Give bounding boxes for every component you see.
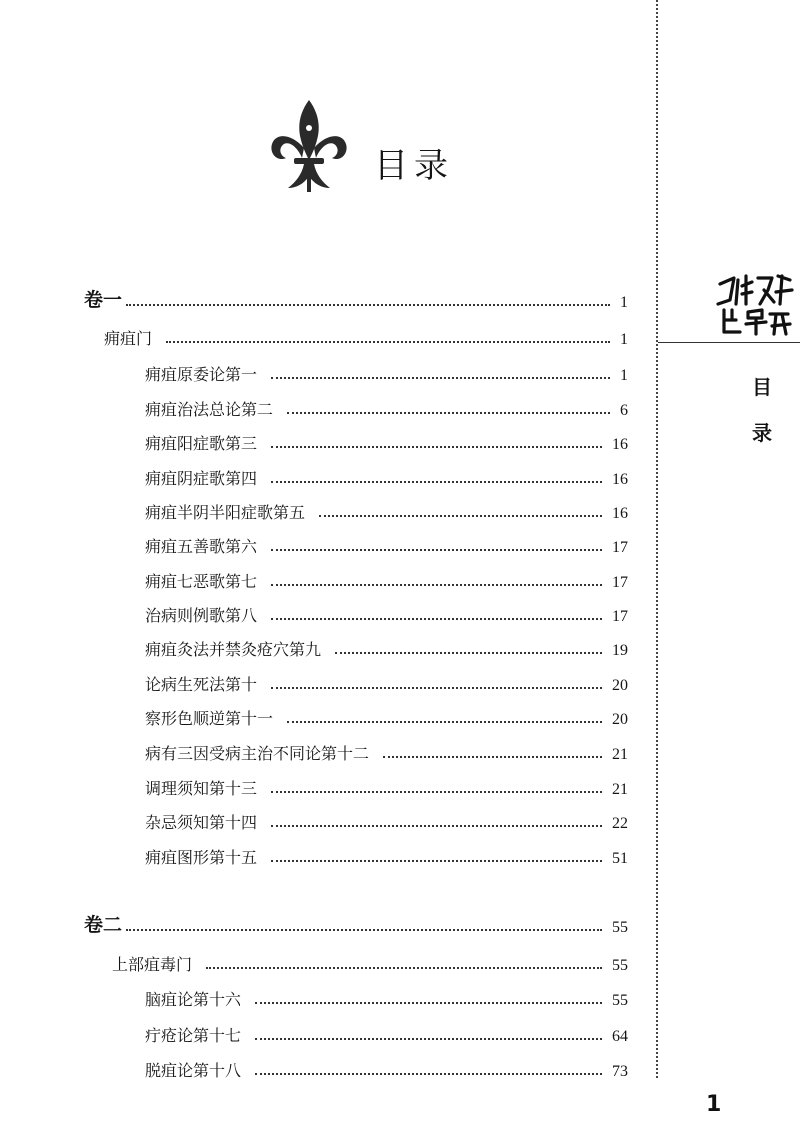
toc-entry-label: 上部疽毒门 [112,955,193,974]
toc-item-entry[interactable] [145,359,628,385]
toc-entry-page-number: 20 [612,711,628,728]
toc-item-entry[interactable] [145,807,628,833]
toc-volume-entry[interactable] [84,911,628,937]
toc-entry-page-number: 16 [612,436,628,453]
toc-entry-label: 脱疽论第十八 [145,1061,242,1080]
toc-entry-label: 卷二 [84,914,123,936]
toc-dot-leader [166,341,610,343]
toc-entry-page-number: 64 [612,1028,628,1045]
toc-entry-page-number: 20 [612,677,628,694]
toc-item-entry[interactable] [145,773,628,799]
toc-dot-leader [255,1002,602,1004]
toc-item-entry[interactable] [145,738,628,764]
toc-dot-leader [126,304,610,306]
toc-entry-page-number: 17 [612,608,628,625]
toc-entry-page-number: 22 [612,815,628,832]
toc-dot-leader [271,618,602,620]
toc-item-entry[interactable] [145,600,628,626]
toc-entry-label: 痈疽阴症歌第四 [145,469,258,488]
fleur-de-lis-icon [268,96,350,196]
toc-entry-page-number: 21 [612,746,628,763]
toc-entry-label: 痈疽五善歌第六 [145,537,258,556]
toc-entry-label: 卷一 [84,289,123,311]
toc-item-entry[interactable] [145,634,628,660]
toc-entry-label: 痈疽原委论第一 [145,365,258,384]
toc-entry-label: 疔疮论第十七 [145,1026,242,1045]
toc-entry-page-number: 19 [612,642,628,659]
toc-entry-label: 杂忌须知第十四 [145,813,258,832]
margin-section-title: 目录 [752,375,772,445]
toc-dot-leader [271,860,602,862]
toc-entry-label: 调理须知第十三 [145,779,258,798]
toc-dot-leader [271,549,602,551]
toc-entry-page-number: 1 [620,367,628,384]
toc-dot-leader [126,929,602,931]
toc-entry-page-number: 55 [612,919,628,936]
toc-item-entry[interactable] [145,394,628,420]
toc-dot-leader [271,825,602,827]
toc-dot-leader [271,791,602,793]
toc-entry-label: 治病则例歌第八 [145,606,258,625]
toc-entry-page-number: 17 [612,539,628,556]
toc-dot-leader [271,377,610,379]
toc-dot-leader [206,967,602,969]
toc-entry-page-number: 16 [612,471,628,488]
toc-dot-leader [335,652,602,654]
page-number: 1 [706,1092,722,1117]
toc-item-entry[interactable] [145,428,628,454]
margin-horizontal-rule [658,342,800,343]
toc-entry-label: 痈疽阳症歌第三 [145,434,258,453]
toc-item-entry[interactable] [145,984,628,1010]
toc-item-entry[interactable] [145,703,628,729]
toc-entry-page-number: 6 [620,402,628,419]
toc-dot-leader [255,1073,602,1075]
book-logo-seal [712,270,796,340]
toc-dot-leader [271,481,602,483]
toc-dot-leader [319,515,602,517]
toc-dot-leader [271,584,602,586]
toc-entry-page-number: 55 [612,957,628,974]
toc-entry-label: 病有三因受病主治不同论第十二 [145,744,370,763]
toc-item-entry[interactable] [145,531,628,557]
toc-dot-leader [271,446,602,448]
toc-entry-label: 痈疽七恶歌第七 [145,572,258,591]
toc-dot-leader [287,412,610,414]
toc-item-entry[interactable] [145,1020,628,1046]
toc-entry-page-number: 1 [620,294,628,311]
toc-entry-label: 察形色顺逆第十一 [145,709,274,728]
toc-section-entry[interactable] [112,949,628,975]
toc-item-entry[interactable] [145,669,628,695]
toc-entry-label: 痈疽治法总论第二 [145,400,274,419]
toc-dot-leader [271,687,602,689]
toc-dot-leader [287,721,602,723]
toc-item-entry[interactable] [145,497,628,523]
toc-entry-label: 脑疽论第十六 [145,990,242,1009]
toc-entry-page-number: 21 [612,781,628,798]
toc-item-entry[interactable] [145,842,628,868]
toc-entry-page-number: 16 [612,505,628,522]
toc-entry-page-number: 73 [612,1063,628,1080]
toc-entry-label: 痈疽灸法并禁灸疮穴第九 [145,640,322,659]
toc-volume-entry[interactable] [84,286,628,312]
toc-item-entry[interactable] [145,566,628,592]
toc-item-entry[interactable] [145,463,628,489]
toc-dot-leader [255,1038,602,1040]
toc-entry-label: 痈疽半阴半阳症歌第五 [145,503,306,522]
toc-dot-leader [383,756,602,758]
toc-entry-label: 论病生死法第十 [145,675,258,694]
toc-entry-page-number: 17 [612,574,628,591]
toc-entry-page-number: 1 [620,331,628,348]
page-title: 目录 [374,146,454,186]
toc-entry-label: 痈疽门 [104,329,153,348]
toc-section-entry[interactable] [104,323,628,349]
toc-entry-page-number: 51 [612,850,628,867]
toc-item-entry[interactable] [145,1055,628,1081]
toc-entry-label: 痈疽图形第十五 [145,848,258,867]
vertical-dotted-divider [656,0,658,1078]
toc-entry-page-number: 55 [612,992,628,1009]
